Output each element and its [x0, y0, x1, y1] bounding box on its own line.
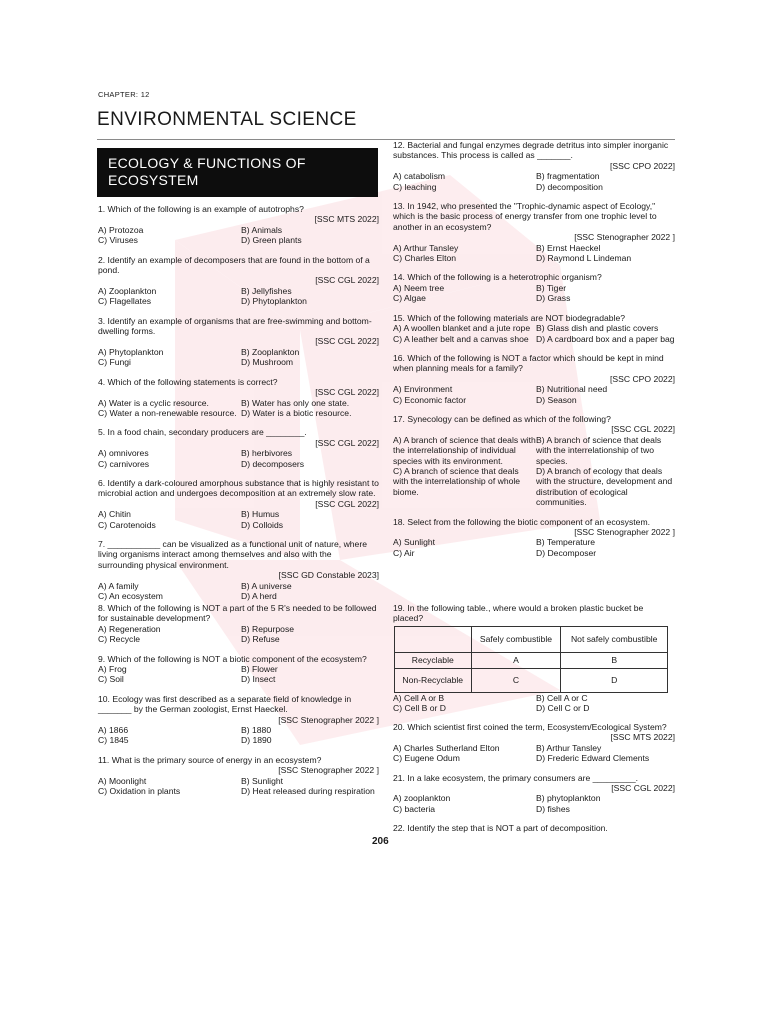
question-block [98, 478, 379, 530]
answer-option: D) Grass [536, 293, 571, 304]
answer-option: A) Frog [98, 664, 127, 675]
answer-options [393, 384, 675, 405]
answer-option: D) Decomposer [536, 547, 597, 558]
question-block [393, 272, 675, 303]
answer-options [393, 171, 675, 192]
question-text: 13. In 1942, who presented the "Trophic-dynamic aspect of Ecology," which is the basic process of energy transfer from one trophic level to another in an ecosystem? [393, 201, 657, 232]
answer-option: B) Jellyfishes [241, 285, 292, 296]
answer-option: C) Oxidation in plants [98, 786, 181, 797]
answer-option: A) Cell A or B [393, 692, 445, 703]
answer-option: D) Mushroom [241, 357, 294, 368]
answer-option: B) Sunlight [241, 775, 284, 786]
answer-option: D) A herd [241, 591, 277, 601]
question-text: 20. Which scientist first coined the term, Ecosystem/Ecological System? [393, 722, 667, 732]
answer-option: A) Zooplankton [98, 285, 157, 296]
question-text: 15. Which of the following materials are NOT biodegradable? [393, 312, 625, 323]
answer-options [98, 286, 379, 307]
answer-option: C) Carotenoids [98, 519, 156, 530]
answer-options [393, 243, 675, 264]
table-cell: B [561, 652, 668, 668]
question-text: 17. Synecology can be defined as which of the following? [393, 413, 611, 424]
section-title-line1: ECOLOGY & FUNCTIONS OF [108, 155, 306, 171]
exam-tag: [SSC CGL 2022] [611, 424, 675, 435]
answer-option: B) Ernst Haeckel [536, 242, 601, 253]
answer-options [393, 793, 675, 814]
question-text: 18. Select from the following the biotic component of an ecosystem. [393, 516, 650, 527]
answer-option: C) Flagellates [98, 296, 152, 307]
spacer [98, 530, 379, 539]
question-block [98, 204, 379, 246]
answer-options [393, 435, 675, 508]
question-block [393, 823, 675, 833]
exam-tag: [SSC Stenographer 2022 ] [278, 714, 379, 725]
answer-option: A) Protozoa [98, 224, 144, 235]
answer-option: B) Cell A or C [536, 692, 588, 703]
answer-options [393, 283, 675, 304]
question-text: 5. In a food chain, secondary producers are ________. [98, 427, 307, 438]
answer-options [98, 398, 379, 419]
answer-option: B) A branch of science that deals with the interrelationship of two species. [536, 434, 662, 466]
answer-options [393, 537, 675, 558]
exam-tag: [SSC CGL 2022] [315, 437, 379, 448]
answer-options [98, 776, 379, 797]
answer-option: A) Sunlight [393, 537, 436, 548]
answer-option: D) Heat released during respiration [241, 786, 375, 797]
answer-option: A) zooplankton [393, 793, 451, 804]
answer-options [98, 624, 379, 645]
question-19 [393, 603, 675, 714]
answer-options [98, 509, 379, 530]
answer-option: B) A universe [241, 580, 292, 591]
table-header-cell: Not safely combustible [561, 626, 668, 652]
spacer [98, 368, 379, 377]
question-text: 10. Ecology was first described as a separate field of knowledge in _______ by the German zoologist, Ernst Haeckel. [98, 693, 352, 715]
answer-option: C) carnivores [98, 458, 150, 469]
exam-tag: [SSC CGL 2022] [611, 783, 675, 794]
question-text: 16. Which of the following is NOT a factor which should be kept in mind when planning meals for a family? [393, 352, 664, 374]
answer-option: D) Insect [241, 674, 276, 685]
answer-options [98, 347, 379, 368]
question-text: 6. Identify a dark-coloured amorphous substance that is highly resistant to microbial action and undergoes decomposition at an extremely slow rate. [98, 477, 379, 499]
answer-option: C) Viruses [98, 235, 138, 246]
answer-option: C) Air [393, 547, 415, 558]
spacer [98, 746, 379, 755]
spacer [98, 307, 379, 316]
right-column-upper [393, 140, 675, 558]
answer-option: A) Environment [393, 384, 453, 395]
exam-tag: [SSC CGL 2022] [315, 498, 379, 509]
answer-option: C) A leather belt and a canvas shoe [393, 333, 529, 344]
answer-option: B) Tiger [536, 282, 567, 293]
spacer [393, 405, 675, 414]
answer-option: A) A woollen blanket and a jute rope [393, 323, 531, 334]
page-number: 206 [372, 836, 389, 847]
answer-option: A) omnivores [98, 448, 149, 459]
answer-option: D) Green plants [241, 235, 302, 246]
table-row-label: Non-Recyclable [395, 668, 472, 692]
answer-option: B) Temperature [536, 537, 596, 548]
answer-option: B) Humus [241, 509, 280, 520]
answer-option: C) Fungi [98, 357, 131, 368]
table-cell: D [561, 668, 668, 692]
left-column-lower [98, 603, 379, 797]
question-block [98, 377, 379, 419]
left-column-upper [98, 204, 379, 601]
answer-option: B) Arthur Tansley [536, 742, 602, 753]
answer-option: B) Glass dish and plastic covers [536, 323, 659, 334]
answer-option: B) Zooplankton [241, 346, 300, 357]
table-cell: C [471, 668, 561, 692]
exam-tag: [SSC Stenographer 2022 ] [574, 232, 675, 243]
question-text: 2. Identify an example of decomposers that are found in the bottom of a pond. [98, 254, 370, 276]
answer-options [393, 693, 675, 714]
answer-option: C) Water a non-renewable resource. [98, 407, 237, 418]
spacer [98, 469, 379, 478]
question-block [98, 427, 379, 469]
question-text: 8. Which of the following is NOT a part of the 5 R's needed to be followed for sustainable development? [98, 603, 377, 624]
answer-option: B) Nutritional need [536, 384, 608, 395]
answer-option: D) Cell C or D [536, 703, 590, 714]
question-text: 21. In a lake ecosystem, the primary consumers are _________. [393, 772, 639, 783]
answer-option: C) Charles Elton [393, 253, 457, 264]
section-banner [97, 148, 378, 197]
question-text: 12. Bacterial and fungal enzymes degrade detritus into simpler inorganic substances. This process is called as _______. [393, 140, 669, 161]
answer-options [98, 664, 379, 685]
answer-option: D) Refuse [241, 634, 280, 645]
answer-option: D) Phytoplankton [241, 296, 307, 307]
question-text: 11. What is the primary source of energy in an ecosystem? [98, 754, 322, 765]
answer-option: D) Raymond L Lindeman [536, 253, 632, 264]
question-block [393, 313, 675, 344]
answer-option: A) A branch of science that deals with the interrelationship of individual species with its environment. [393, 434, 536, 466]
exam-tag: [SSC CGL 2022] [315, 387, 379, 398]
answer-option: D) Water is a biotic resource. [241, 407, 352, 418]
answer-option: B) Repurpose [241, 623, 295, 634]
answer-option: D) decomposers [241, 458, 305, 469]
answer-option: B) herbivores [241, 448, 293, 459]
spacer [98, 645, 379, 654]
answer-option: C) bacteria [393, 803, 436, 814]
exam-tag: [SSC MTS 2022] [610, 732, 675, 743]
table-cell: A [471, 652, 561, 668]
right-column-lower [393, 722, 675, 834]
question-block [98, 255, 379, 307]
exam-tag: [SSC CGL 2022] [315, 336, 379, 347]
answer-option: C) 1845 [98, 735, 129, 746]
spacer [98, 685, 379, 694]
answer-option: D) A cardboard box and a paper bag [536, 333, 675, 344]
answer-option: A) Phytoplankton [98, 346, 164, 357]
exam-tag: [SSC CPO 2022] [610, 373, 675, 384]
answer-option: D) Season [536, 394, 577, 405]
answer-option: A) Arthur Tansley [393, 242, 459, 253]
answer-option: A) A family [98, 580, 139, 591]
question-block [98, 694, 379, 746]
answer-option: B) 1880 [241, 725, 272, 736]
question-block [393, 773, 675, 815]
answer-option: A) 1866 [98, 725, 129, 736]
answer-option: A) Regeneration [98, 623, 161, 634]
answer-option: C) Recycle [98, 634, 141, 645]
answer-option: C) Algae [393, 293, 426, 304]
question-block [393, 353, 675, 405]
section-title-line2: ECOSYSTEM [108, 172, 199, 188]
question-text: 4. Which of the following statements is correct? [98, 376, 278, 387]
spacer [393, 192, 675, 201]
answer-options [393, 323, 675, 344]
answer-option: A) catabolism [393, 171, 446, 182]
page-title: ENVIRONMENTAL SCIENCE [97, 109, 357, 130]
question-block [98, 603, 379, 645]
answer-option: A) Charles Sutherland Elton [393, 742, 500, 753]
question-block [98, 654, 379, 685]
answer-option: C) Cell B or D [393, 703, 447, 714]
answer-options [98, 581, 379, 602]
question-block [98, 539, 379, 601]
exam-tag: [SSC Stenographer 2022 ] [278, 765, 379, 776]
answer-option: C) Eugene Odum [393, 753, 460, 764]
exam-tag: [SSC Stenographer 2022 ] [574, 527, 675, 537]
answer-options [98, 725, 379, 746]
answer-option: B) Flower [241, 664, 278, 675]
answer-option: D) 1890 [241, 735, 272, 746]
question-text: 22. Identify the step that is NOT a part of decomposition. [393, 823, 608, 834]
answer-option: A) Neem tree [393, 282, 445, 293]
question-block [393, 201, 675, 263]
spacer [393, 764, 675, 773]
answer-option: A) Water is a cyclic resource. [98, 397, 209, 408]
answer-options [98, 448, 379, 469]
answer-option: A) Moonlight [98, 775, 147, 786]
exam-tag: [SSC CGL 2022] [315, 275, 379, 286]
question-text: 14. Which of the following is a heterotrophic organism? [393, 272, 602, 283]
exam-tag: [SSC MTS 2022] [314, 214, 379, 225]
question-block [98, 316, 379, 368]
answer-option: D) Colloids [241, 519, 284, 530]
question-text: 19. In the following table., where would a broken plastic bucket be placed? [393, 603, 644, 624]
spacer [393, 344, 675, 353]
answer-option: B) Water has only one state. [241, 397, 350, 408]
answer-option: A) Chitin [98, 509, 131, 520]
table-header-cell: Safely combustible [471, 626, 561, 652]
answer-options [393, 743, 675, 764]
question-text: 9. Which of the following is NOT a biotic component of the ecosystem? [98, 653, 367, 664]
combustibility-table [394, 626, 668, 693]
question-text: 3. Identify an example of organisms that are free-swimming and bottom-dwelling forms. [98, 315, 372, 337]
table-row-label: Recyclable [395, 652, 472, 668]
question-block [393, 140, 675, 192]
exam-tag: [SSC CPO 2022] [610, 160, 675, 171]
question-block [393, 517, 675, 559]
spacer [393, 263, 675, 272]
question-block [393, 722, 675, 764]
spacer [393, 304, 675, 313]
question-block [393, 414, 675, 508]
answer-option: C) Soil [98, 674, 124, 685]
answer-option: C) A branch of science that deals with the interrelationship of whole biome. [393, 465, 521, 497]
chapter-label: CHAPTER: 12 [98, 90, 150, 99]
table-header-cell [395, 626, 472, 652]
spacer [393, 814, 675, 823]
spacer [393, 508, 675, 517]
answer-option: B) phytoplankton [536, 793, 601, 804]
answer-option: C) Economic factor [393, 394, 467, 405]
answer-option: C) An ecosystem [98, 591, 163, 601]
answer-option: D) fishes [536, 803, 570, 814]
answer-option: B) fragmentation [536, 171, 600, 182]
exam-tag: [SSC GD Constable 2023] [278, 570, 379, 581]
answer-options [98, 225, 379, 246]
spacer [98, 246, 379, 255]
spacer [98, 418, 379, 427]
answer-option: B) Animals [241, 224, 283, 235]
answer-option: D) decomposition [536, 181, 603, 192]
answer-option: D) A branch of ecology that deals with the structure, development and distribution of ecological communities. [536, 465, 673, 508]
answer-option: D) Frederic Edward Clements [536, 753, 650, 764]
answer-option: C) leaching [393, 181, 437, 192]
question-text: 1. Which of the following is an example of autotrophs? [98, 204, 304, 214]
question-text: 7. ___________ can be visualized as a functional unit of nature, where living organisms interact among themselves and also with the surrounding physical environment. [98, 538, 367, 570]
question-block [98, 755, 379, 797]
